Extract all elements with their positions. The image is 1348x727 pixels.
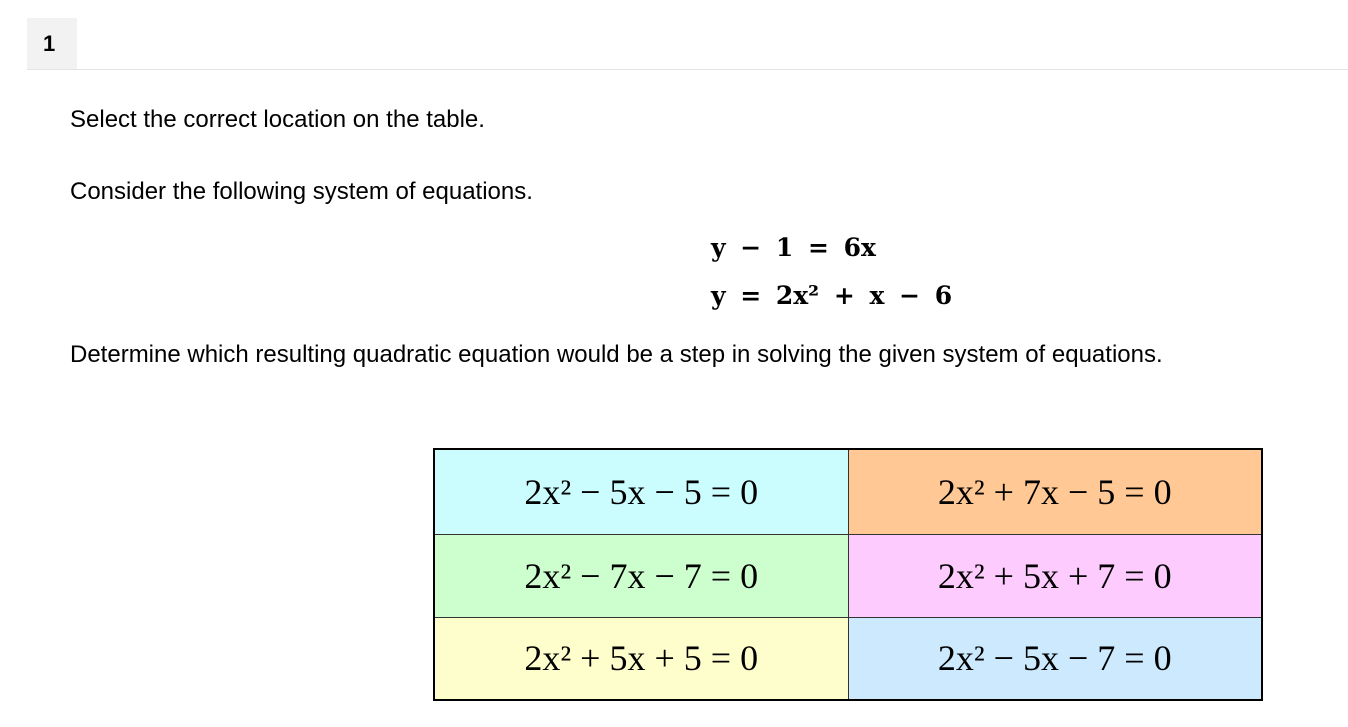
table-row xyxy=(434,617,1262,700)
equation-2: y = 2x² + x − 6 xyxy=(711,281,953,310)
question-number: 1 xyxy=(27,18,77,70)
table-row xyxy=(434,449,1262,534)
answer-cell[interactable]: 2x² − 5x − 7 = 0 xyxy=(848,617,1262,700)
instruction-text: Select the correct location on the table. xyxy=(70,106,485,133)
task-text: Determine which resulting quadratic equation would be a step in solving the given system of equations. xyxy=(70,341,1163,368)
answer-cell[interactable]: 2x² + 5x + 7 = 0 xyxy=(848,534,1262,617)
header-divider xyxy=(27,69,1348,70)
answer-table xyxy=(433,448,1263,701)
answer-cell[interactable]: 2x² + 7x − 5 = 0 xyxy=(848,449,1262,534)
intro-text: Consider the following system of equations. xyxy=(70,178,533,205)
table-row xyxy=(434,534,1262,617)
answer-cell[interactable]: 2x² + 5x + 5 = 0 xyxy=(434,617,848,700)
equation-1: y − 1 = 6x xyxy=(711,233,876,262)
answer-cell[interactable]: 2x² − 5x − 5 = 0 xyxy=(434,449,848,534)
answer-cell[interactable]: 2x² − 7x − 7 = 0 xyxy=(434,534,848,617)
